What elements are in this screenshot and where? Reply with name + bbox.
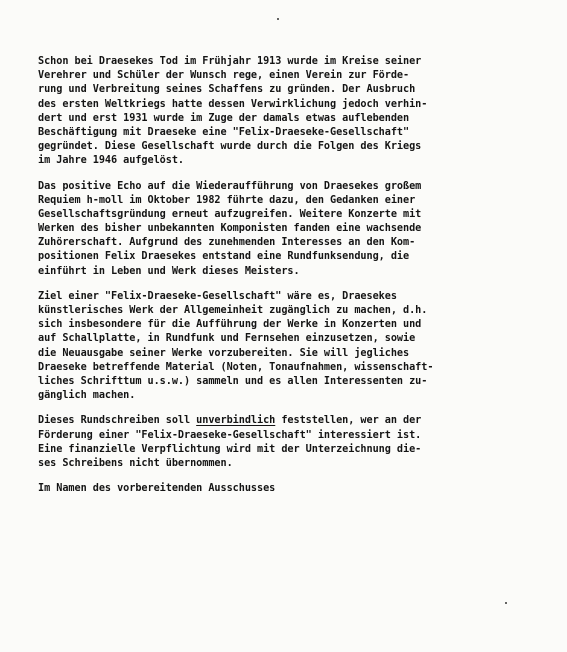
text-line: ses Schreibens nicht übernommen. [38, 457, 233, 469]
text-line: Förderung einer "Felix-Draeseke-Gesellschaft" interessiert ist. [38, 429, 422, 441]
text-line: des ersten Weltkriegs hatte dessen Verwirklichung jedoch verhin- [38, 98, 428, 110]
scan-speck [505, 602, 507, 604]
paragraph-history [38, 55, 538, 169]
text-line: Requiem h-moll im Oktober 1982 führte dazu, den Gedanken einer [38, 194, 416, 206]
text-line: positionen Felix Draesekes entstand eine Rundfunksendung, die [38, 251, 410, 263]
letter-body [38, 55, 538, 507]
text-line: Beschäftigung mit Draeseke eine "Felix-Draeseke-Gesellschaft" [38, 126, 410, 138]
scan-speck [277, 18, 279, 20]
text-line: sich insbesondere für die Aufführung der Werke in Konzerten und [38, 319, 422, 331]
text-segment: feststellen, wer an der [275, 415, 422, 427]
text-line: Zuhörerschaft. Aufgrund des zunehmenden Interesses an den Kom- [38, 237, 416, 249]
text-line: Schon bei Draesekes Tod im Frühjahr 1913 wurde im Kreise seiner [38, 56, 422, 67]
text-line: die Neuausgabe seiner Werke vorzubereiten. Sie will jegliches [38, 347, 410, 359]
text-line: liches Schrifttum u.s.w.) sammeln und es allen Interessenten zu- [38, 375, 428, 387]
text-line: gänglich machen. [38, 390, 136, 402]
signature-line: Im Namen des vorbereitenden Ausschusses [38, 483, 276, 495]
text-line: einführt in Leben und Werk dieses Meisters. [38, 265, 300, 277]
text-line: Das positive Echo auf die Wiederaufführung von Draesekes großem [38, 180, 422, 192]
text-line: Verehrer und Schüler der Wunsch rege, einen Verein zur Förde- [38, 70, 410, 82]
text-line: Werken des bisher unbekannten Komponisten fanden eine wachsende [38, 223, 422, 235]
text-line: dert und erst 1931 wurde im Zuge der damals etwas auflebenden [38, 112, 410, 124]
text-line: im Jahre 1946 aufgelöst. [38, 155, 185, 167]
text-line: auf Schallplatte, in Rundfunk und Fernsehen einzusetzen, sowie [38, 333, 416, 345]
text-line: Draeseke betreffende Material (Noten, Tonaufnahmen, wissenschaft- [38, 361, 434, 373]
text-line: künstlerisches Werk der Allgemeinheit zugänglich zu machen, d.h. [38, 305, 428, 316]
underlined-word: unverbindlich [196, 415, 276, 427]
text-line: Ziel einer "Felix-Draeseke-Gesellschaft" wäre es, Draesekes [38, 290, 397, 302]
paragraph-signature [38, 482, 538, 496]
text-line: Eine finanzielle Verpflichtung wird mit der Unterzeichnung die- [38, 443, 422, 455]
text-line [38, 414, 538, 428]
paragraph-circular-note [38, 414, 538, 471]
text-segment: Dieses Rundschreiben soll [38, 415, 197, 427]
text-line: rung und Verbreitung seines Schaffens zu gründen. Der Ausbruch [38, 84, 416, 96]
text-line: gegründet. Diese Gesellschaft wurde durch die Folgen des Kriegs [38, 141, 422, 153]
text-line: Gesellschaftsgründung erneut aufzugreifen. Weitere Konzerte mit [38, 208, 422, 220]
paragraph-revival [38, 180, 538, 279]
paragraph-goals [38, 290, 538, 404]
